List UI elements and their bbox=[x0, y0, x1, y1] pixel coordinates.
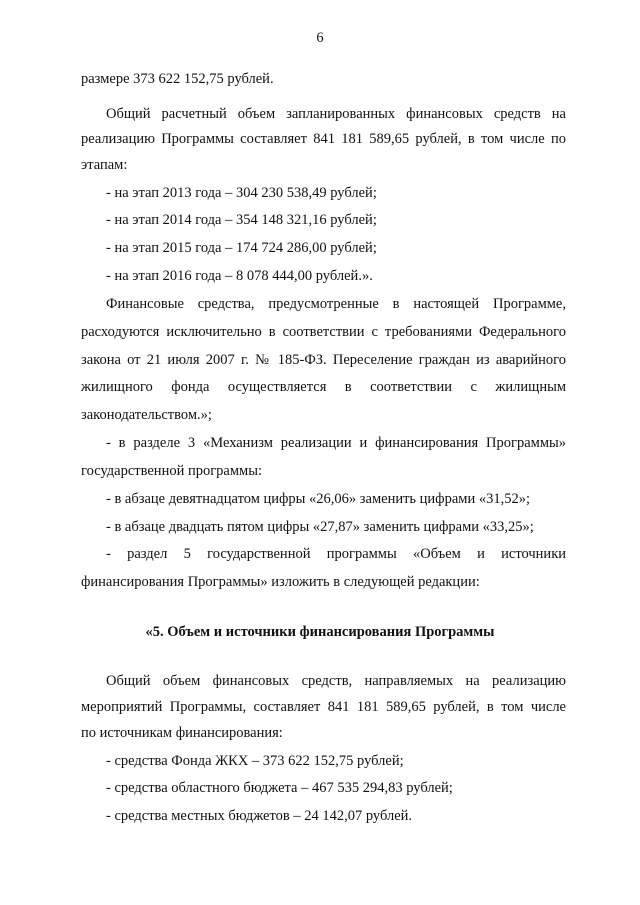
list-item: - на этап 2014 года – 354 148 321,16 рублей; bbox=[106, 212, 377, 228]
page-number: 6 bbox=[316, 30, 324, 46]
section-heading: «5. Объем и источники финансирования Программы bbox=[145, 624, 495, 640]
list-item: - в абзаце двадцать пятом цифры «27,87» заменить цифрами «33,25»; bbox=[106, 519, 534, 535]
paragraph-line: по источникам финансирования: bbox=[81, 725, 283, 741]
paragraph-line: этапам: bbox=[81, 157, 128, 173]
list-item: - на этап 2015 года – 174 724 286,00 рублей; bbox=[106, 240, 377, 256]
list-item: - на этап 2013 года – 304 230 538,49 рублей; bbox=[106, 185, 377, 201]
paragraph-line: размере 373 622 152,75 рублей. bbox=[81, 71, 274, 87]
paragraph-line: жилищного фонда осуществляется в соответствии с жилищным bbox=[81, 379, 566, 395]
list-item: - в абзаце девятнадцатом цифры «26,06» заменить цифрами «31,52»; bbox=[106, 491, 530, 507]
paragraph-line: государственной программы: bbox=[81, 463, 262, 479]
paragraph-line: расходуются исключительно в соответствии с требованиями Федерального bbox=[81, 324, 566, 340]
paragraph-line: Общий объем финансовых средств, направляемых на реализацию bbox=[106, 673, 566, 689]
list-item: - средства местных бюджетов – 24 142,07 рублей. bbox=[106, 808, 413, 824]
paragraph-line: реализацию Программы составляет 841 181 589,65 рублей, в том числе по bbox=[81, 131, 566, 147]
paragraph-line: Общий расчетный объем запланированных финансовых средств на bbox=[106, 106, 566, 122]
paragraph-line: мероприятий Программы, составляет 841 181 589,65 рублей, в том числе bbox=[81, 699, 566, 715]
list-item: - средства областного бюджета – 467 535 294,83 рублей; bbox=[106, 780, 453, 796]
paragraph-line: финансирования Программы» изложить в следующей редакции: bbox=[81, 574, 480, 590]
list-item: - средства Фонда ЖКХ – 373 622 152,75 рублей; bbox=[106, 753, 404, 769]
paragraph-line: закона от 21 июля 2007 г. № 185-ФЗ. Переселение граждан из аварийного bbox=[81, 352, 566, 368]
list-item: - на этап 2016 года – 8 078 444,00 рублей.». bbox=[106, 268, 373, 284]
paragraph-line: - раздел 5 государственной программы «Объем и источники bbox=[106, 546, 566, 562]
paragraph-line: - в разделе 3 «Механизм реализации и финансирования Программы» bbox=[106, 435, 566, 451]
paragraph-line: законодательством.»; bbox=[81, 407, 212, 423]
paragraph-line: Финансовые средства, предусмотренные в настоящей Программе, bbox=[106, 296, 566, 312]
